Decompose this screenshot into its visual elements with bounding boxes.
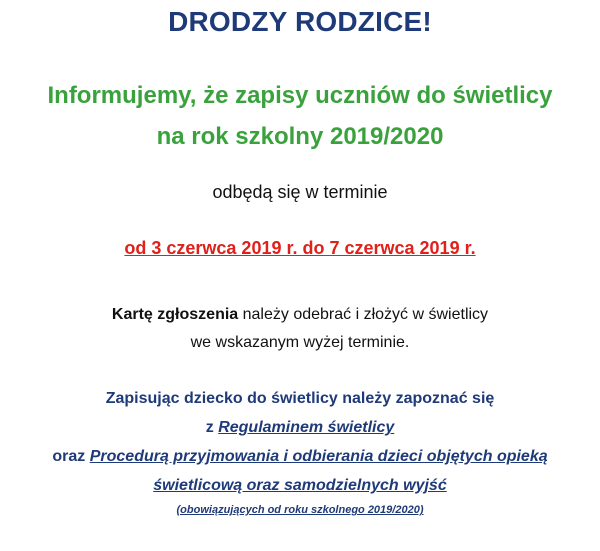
page-title: DRODZY RODZICE! bbox=[168, 6, 432, 37]
rules-line-1: Zapisując dziecko do świetlicy należy zapoznać się bbox=[105, 390, 495, 407]
validity-note: (obowiązujących od roku szkolnego 2019/2020) bbox=[176, 504, 424, 516]
rules-line-2 bbox=[0, 419, 600, 437]
enrollment-dates bbox=[0, 238, 600, 259]
form-info-rest: należy odebrać i złożyć w świetlicy bbox=[238, 306, 489, 323]
regulations-link[interactable]: Regulaminem świetlicy bbox=[218, 419, 395, 436]
rules-line-4 bbox=[0, 477, 600, 495]
rules-line-3-prefix: oraz bbox=[52, 448, 90, 465]
form-info-bold: Kartę zgłoszenia bbox=[111, 306, 239, 323]
form-info-line-2: we wskazanym wyżej terminie. bbox=[190, 334, 410, 351]
procedure-link-continued[interactable]: świetlicową oraz samodzielnych wyjść bbox=[153, 477, 447, 494]
procedure-link[interactable]: Procedurą przyjmowania i odbierania dzieci objętych opieką bbox=[89, 448, 548, 465]
term-intro: odbędą się w terminie bbox=[212, 182, 388, 202]
headline-line-2: na rok szkolny 2019/2020 bbox=[156, 123, 444, 150]
rules-line-2-prefix: z bbox=[205, 419, 219, 436]
headline-line-1: Informujemy, że zapisy uczniów do świetlicy bbox=[47, 82, 553, 109]
enrollment-dates-text: od 3 czerwca 2019 r. do 7 czerwca 2019 r. bbox=[124, 238, 476, 258]
form-info-line-1 bbox=[0, 306, 600, 324]
rules-line-3 bbox=[0, 448, 600, 466]
